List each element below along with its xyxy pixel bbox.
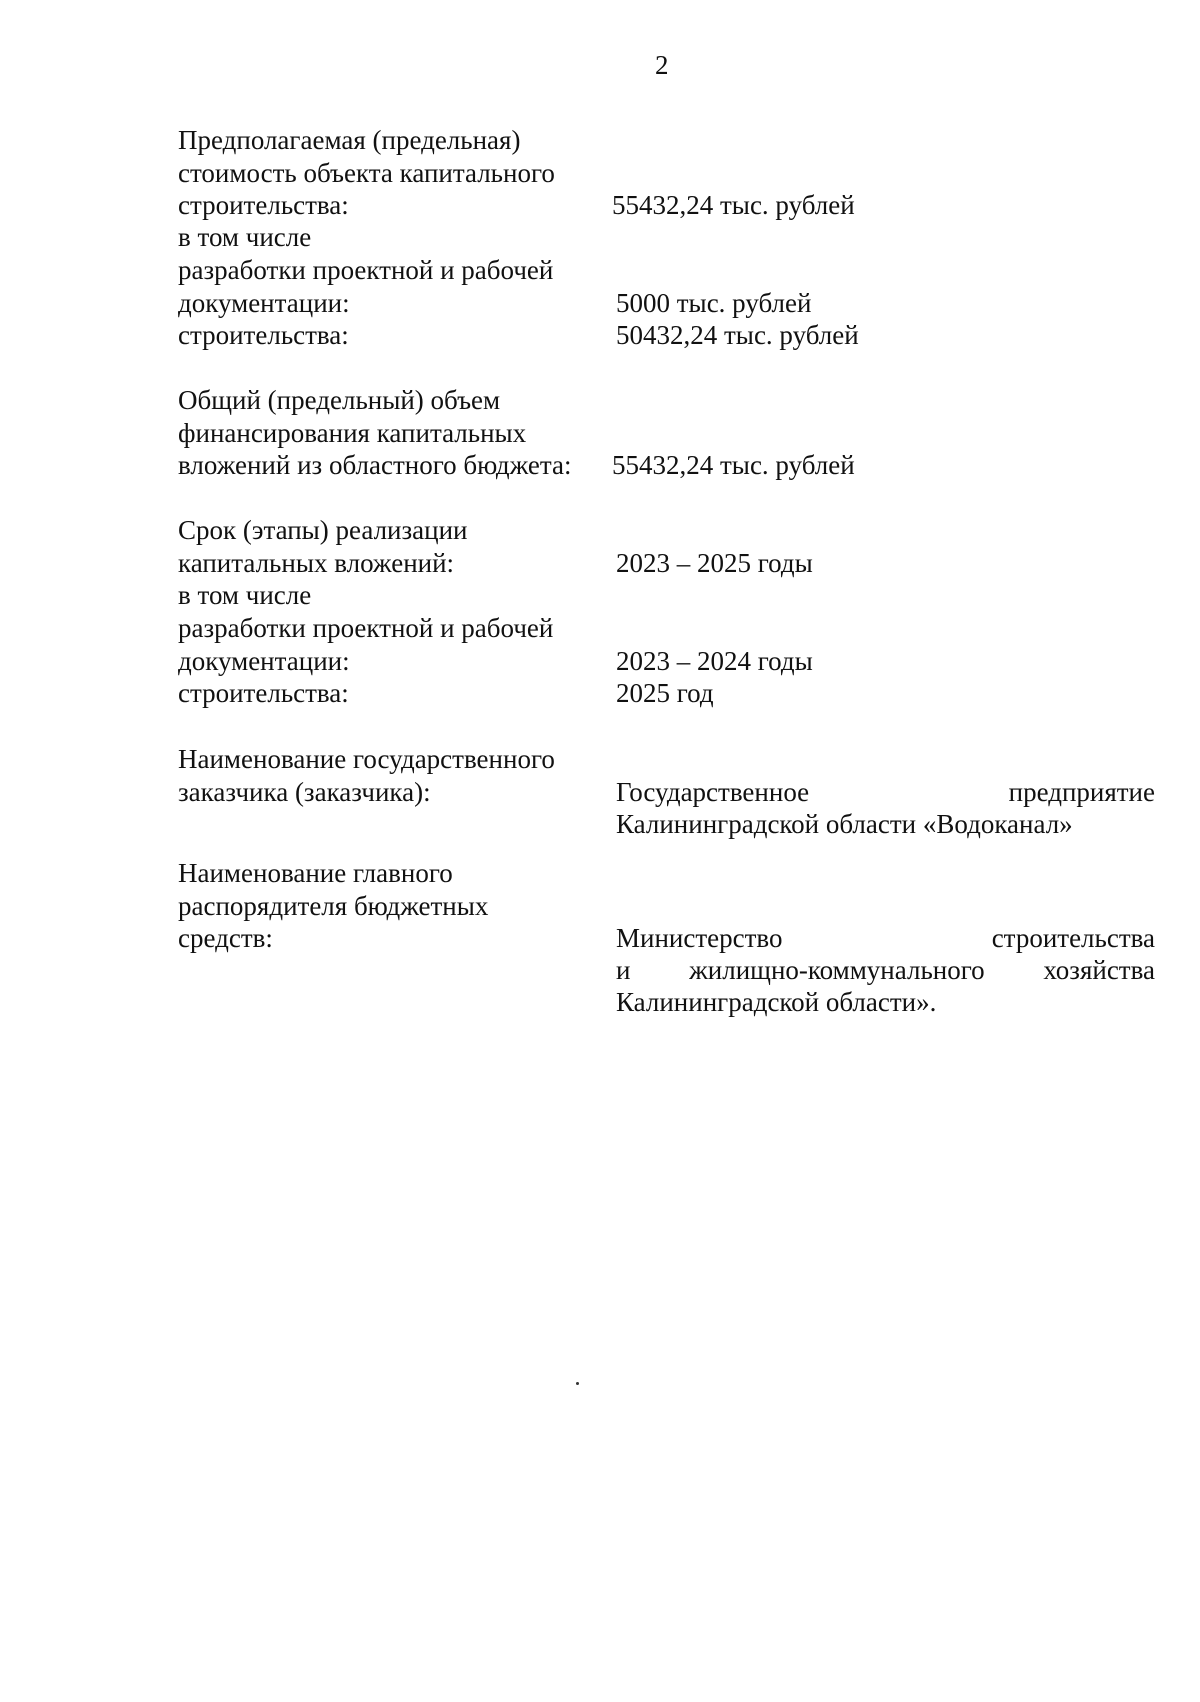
term-label-line-1: Срок (этапы) реализации bbox=[178, 515, 468, 545]
term-label-line-3: в том числе bbox=[178, 580, 312, 610]
cost-design-docs-value: 5000 тыс. рублей bbox=[616, 288, 812, 318]
cost-label-line-6: документации: bbox=[178, 288, 350, 318]
manager-value-word-3: и bbox=[616, 955, 631, 985]
manager-label-line-1: Наименование главного bbox=[178, 858, 453, 888]
term-label-line-6: строительства: bbox=[178, 678, 349, 708]
customer-value-line-2 bbox=[616, 808, 1155, 840]
customer-value-word-2: предприятие bbox=[1008, 777, 1155, 807]
term-construction-value: 2025 год bbox=[616, 678, 714, 708]
customer-label-line-2: заказчика (заказчика): bbox=[178, 777, 431, 807]
manager-value-line-1 bbox=[616, 922, 1155, 954]
page-number: 2 bbox=[655, 50, 669, 80]
cost-label-line-1: Предполагаемая (предельная) bbox=[178, 125, 521, 155]
financing-label-line-2: финансирования капитальных bbox=[178, 418, 527, 448]
manager-value-word-1: Министерство bbox=[616, 923, 783, 953]
cost-construction-value: 50432,24 тыс. рублей bbox=[616, 320, 859, 350]
financing-value: 55432,24 тыс. рублей bbox=[612, 450, 855, 480]
customer-value-line-1 bbox=[616, 776, 1155, 808]
cost-label-line-5: разработки проектной и рабочей bbox=[178, 255, 554, 285]
cost-label-line-3: строительства: bbox=[178, 190, 349, 220]
customer-label-line-1: Наименование государственного bbox=[178, 744, 555, 774]
manager-value-word-2: строительства bbox=[991, 923, 1155, 953]
cost-label-line-2: стоимость объекта капитального bbox=[178, 158, 555, 188]
customer-value bbox=[616, 776, 1155, 840]
cost-total-value: 55432,24 тыс. рублей bbox=[612, 190, 855, 220]
manager-label-line-2: распорядителя бюджетных bbox=[178, 891, 489, 921]
scan-speck bbox=[576, 1382, 579, 1385]
manager-value-line-3 bbox=[616, 986, 1155, 1018]
term-label-line-4: разработки проектной и рабочей bbox=[178, 613, 554, 643]
manager-value bbox=[616, 922, 1155, 1018]
cost-label-line-7: строительства: bbox=[178, 320, 349, 350]
manager-value-word-5: хозяйства bbox=[1043, 955, 1155, 985]
financing-label-line-1: Общий (предельный) объем bbox=[178, 385, 501, 415]
customer-value-word-1: Государственное bbox=[616, 777, 810, 807]
financing-label-line-3: вложений из областного бюджета: bbox=[178, 450, 572, 480]
term-label-line-5: документации: bbox=[178, 646, 350, 676]
cost-label-line-4: в том числе bbox=[178, 222, 312, 252]
manager-value-line-2 bbox=[616, 954, 1155, 986]
customer-value-line-2-text: Калининградской области «Водоканал» bbox=[616, 809, 1073, 839]
manager-value-word-4: жилищно-коммунального bbox=[689, 955, 985, 985]
manager-value-line-3-text: Калининградской области». bbox=[616, 987, 937, 1017]
manager-label-line-3: средств: bbox=[178, 923, 273, 953]
term-design-docs-value: 2023 – 2024 годы bbox=[616, 646, 813, 676]
term-label-line-2: капитальных вложений: bbox=[178, 548, 455, 578]
term-total-value: 2023 – 2025 годы bbox=[616, 548, 813, 578]
